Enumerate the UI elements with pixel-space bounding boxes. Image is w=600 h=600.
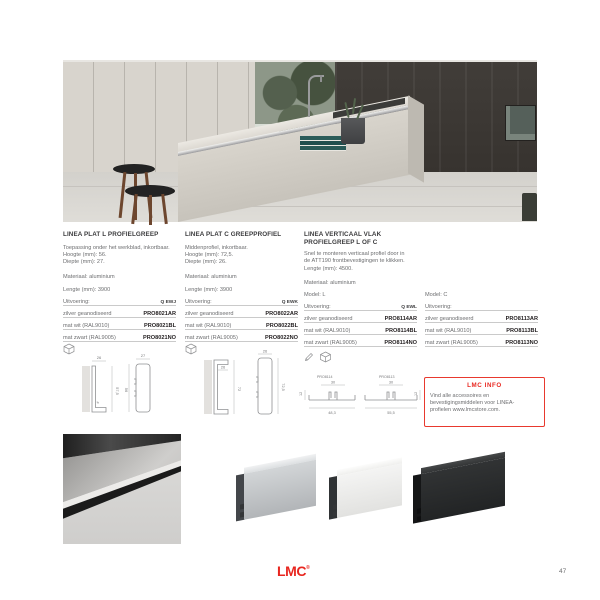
stool-leg [149, 195, 152, 225]
product-description: de ATT190 frontbevestigingen te klikken. [304, 258, 405, 265]
table-row [63, 330, 176, 342]
profile-render-black [413, 452, 512, 536]
finish-name: mat wit (RAL9010) [425, 328, 472, 334]
product-description: Middenprofiel, inkortbaar. [185, 244, 248, 251]
dim-width: 30 [388, 380, 394, 385]
lmc-logo [277, 563, 310, 579]
info-box-text [430, 393, 539, 415]
section-label: PRO8114 [317, 375, 333, 379]
profile-clip [240, 512, 244, 518]
product-material: Materiaal: aluminium [63, 273, 115, 280]
product-col-plat-c [185, 231, 303, 281]
finish-badge: Q EWK [281, 300, 298, 305]
product-height: Hoogte (mm): 56. [63, 251, 107, 258]
finish-name: zilver geanodiseerd [425, 316, 474, 322]
table-row [425, 335, 538, 347]
finish-label: Uitvoering: [185, 299, 212, 305]
dim-width: 26 [220, 364, 226, 370]
page-number: 47 [559, 568, 567, 575]
cube-3d-icon [319, 351, 332, 363]
hero-floor-plant [522, 193, 537, 221]
product-col-verticaal [304, 231, 454, 288]
product-title [304, 231, 454, 246]
table-row [63, 318, 176, 330]
product-code: PRO8022BL [265, 323, 298, 329]
table-row [63, 306, 176, 318]
product-title: LINEA PLAT L PROFIELGREEP [63, 231, 159, 238]
finish-table-plat-c [185, 287, 298, 342]
finish-name: mat zwart (RAL9005) [63, 335, 116, 341]
info-box-title: LMC INFO [467, 382, 502, 389]
product-col-plat-l [63, 231, 181, 281]
profile-render-white [329, 459, 407, 533]
registered-mark: ® [306, 565, 310, 571]
dim-height: 56 [124, 387, 129, 393]
finish-name: zilver geanodiseerd [185, 311, 234, 317]
dim-base: 55,5 [387, 411, 395, 415]
product-length: Lengte (mm): 4500. [304, 265, 353, 272]
product-code: PRO8021NO [143, 335, 176, 341]
dim-base: 48,3 [328, 411, 336, 415]
finish-badge: Q EWL [401, 305, 417, 310]
length-label: Lengte (mm): 3900 [185, 287, 233, 293]
info-box [424, 377, 545, 427]
finish-name: mat zwart (RAL9005) [304, 340, 357, 346]
faucet-spout [320, 75, 322, 82]
finish-name: mat zwart (RAL9005) [185, 335, 238, 341]
product-code: PRO8021BL [143, 323, 176, 329]
product-material: Materiaal: aluminium [304, 280, 356, 287]
finish-badge: Q EWJ [160, 300, 176, 305]
finish-name: zilver geanodiseerd [63, 311, 112, 317]
dim-height: 12 [414, 391, 418, 396]
table-row [185, 330, 298, 342]
product-code: PRO8114BL [385, 328, 417, 334]
cube-3d-icon [185, 343, 197, 355]
info-line: profielen www.lmcstore.com. [430, 407, 500, 414]
product-depth: Diepte (mm): 27. [63, 259, 105, 266]
dim-width: 26 [96, 355, 102, 360]
title-line2: PROFIELGREEP L OF C [304, 238, 378, 246]
table-header [425, 301, 538, 311]
info-line: bevestigingsmiddelen voor LINEA- [430, 400, 515, 407]
info-line: Vind alle accessoires en [430, 393, 490, 399]
profile-body [329, 462, 407, 525]
book-stack [300, 136, 346, 150]
table-header [63, 296, 176, 306]
table-row [304, 335, 417, 347]
book [300, 146, 346, 151]
worktop-detail-photo [63, 434, 181, 544]
dim-height: 72,5 [281, 383, 286, 391]
dim-height: 72 [237, 386, 242, 392]
finish-label: Uitvoering: [304, 304, 331, 310]
profile-body [413, 456, 512, 529]
length-label: Lengte (mm): 3900 [63, 287, 111, 293]
finish-table-verticaal-l [304, 292, 417, 347]
pencil-icon [304, 352, 314, 362]
dim-width: 30 [330, 380, 336, 385]
dim-radius: 6 [95, 400, 101, 405]
profile-clip [417, 516, 421, 522]
dim-width: 27 [140, 353, 146, 358]
finish-label: Uitvoering: [425, 304, 452, 310]
plant-pot [341, 118, 365, 144]
dim-height: 12 [299, 391, 303, 396]
table-row [425, 311, 538, 323]
finish-table-plat-l [63, 287, 176, 342]
hero-wall-artwork [505, 105, 536, 141]
product-code: PRO8021AR [143, 311, 176, 317]
island-side-face [408, 95, 424, 182]
dim-width: 26 [262, 348, 268, 354]
dim-height: 57,5 [115, 387, 120, 395]
profile-clip [333, 504, 337, 510]
finish-name: mat wit (RAL9010) [304, 328, 351, 334]
model-label: Model: L [304, 292, 326, 298]
product-title: LINEA PLAT C GREEPPROFIEL [185, 231, 282, 238]
drawing-plat-l [78, 352, 178, 424]
drawing-plat-c [200, 350, 300, 425]
drawing-verticaal-sections [299, 372, 421, 418]
product-code: PRO8113AR [505, 316, 538, 322]
table-row [185, 306, 298, 318]
model-label: Model: C [425, 292, 448, 298]
logo-text: LMC [277, 563, 307, 579]
product-height: Hoogte (mm): 72,5. [185, 251, 234, 258]
product-code: PRO8114AR [384, 316, 417, 322]
product-code: PRO8113BL [506, 328, 538, 334]
finish-name: mat wit (RAL9010) [63, 323, 110, 329]
profile-render-silver [236, 455, 322, 535]
profile-body [236, 459, 322, 528]
finish-table-verticaal-c [425, 292, 538, 347]
finish-name: zilver geanodiseerd [304, 316, 353, 322]
table-header [304, 301, 417, 311]
table-row [304, 323, 417, 335]
product-depth: Diepte (mm): 26. [185, 259, 227, 266]
product-description: Toepassing onder het werkblad, inkortbaar. [63, 244, 170, 251]
table-row [304, 311, 417, 323]
section-label: PRO8113 [379, 375, 395, 379]
profile-clip [333, 511, 337, 517]
table-header [185, 296, 298, 306]
profile-clip [417, 508, 421, 514]
profile-clip [240, 504, 244, 510]
product-code: PRO8022NO [265, 335, 298, 341]
table-row [185, 318, 298, 330]
cube-3d-icon [63, 343, 75, 355]
finish-label: Uitvoering: [63, 299, 90, 305]
finish-name: mat zwart (RAL9005) [425, 340, 478, 346]
title-line1: LINEA VERTICAAL VLAK [304, 231, 382, 238]
product-description: Snel te monteren verticaal profiel door in [304, 251, 405, 257]
product-code: PRO8113NO [505, 340, 538, 346]
product-code: PRO8022AR [265, 311, 298, 317]
kitchen-photo [63, 60, 537, 222]
finish-name: mat wit (RAL9010) [185, 323, 232, 329]
product-material: Materiaal: aluminium [185, 273, 237, 280]
table-row [425, 323, 538, 335]
product-code: PRO8114NO [384, 340, 417, 346]
